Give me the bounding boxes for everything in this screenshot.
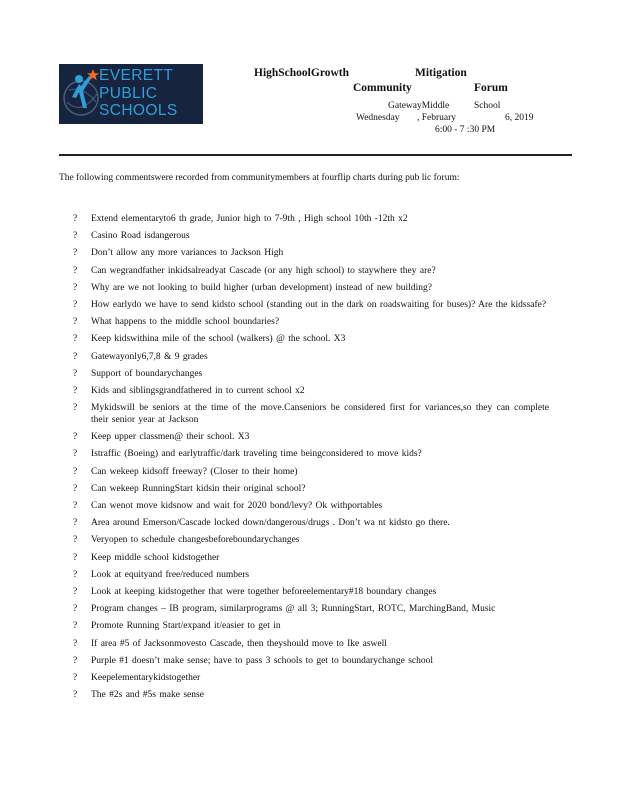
bullet-glyph: ? [73,483,78,494]
bullet-glyph: ? [73,449,78,460]
comment-item [59,569,549,581]
bullet-glyph: ? [73,569,78,580]
logo-line-1: EVERETT [99,67,174,84]
bullet-glyph: ? [73,518,78,529]
comment-item [59,552,549,564]
comment-item [59,672,549,684]
bullet-glyph: ? [73,586,78,597]
location-part-2: School [474,101,501,111]
comment-text: Support of boundarychanges [91,368,203,379]
comment-text: Gatewayonly6,7,8 & 9 grades [91,351,208,362]
title-part-2: Mitigation [415,67,467,79]
intro-paragraph: The following commentswere recorded from communitymembers at fourflip charts during pub lic forum: [59,173,460,183]
comment-text: Look at equityand free/reduced numbers [91,569,250,580]
comment-item [59,368,549,380]
comment-text: Don’t allow any more variances to Jackson High [91,248,284,259]
bullet-glyph: ? [73,535,78,546]
bullet-glyph: ? [73,621,78,632]
comment-item [59,316,549,328]
comment-item [59,620,549,632]
comment-item [59,247,549,259]
comment-item [59,299,549,311]
bullet-glyph: ? [73,317,78,328]
comment-item [59,689,549,701]
bullet-glyph: ? [73,214,78,224]
bullet-glyph: ? [73,248,78,259]
comment-item [59,213,549,225]
comment-text: Mykidswill be seniors at the time of the move.Canseniors be considered first for variances,so they can complete their senior year at Jackson [91,403,549,426]
bullet-glyph: ? [73,299,78,310]
comment-item [59,500,549,512]
comment-text: Look at keeping kidstogether that were together beforeelementary#18 boundary changes [91,586,437,597]
comment-item [59,351,549,363]
comment-text: Istraffic (Boeing) and earlytraffic/dark traveling time beingconsidered to move kids? [91,449,422,460]
comment-item [59,586,549,598]
comment-text: Can wekeep kidsoff freeway? (Closer to their home) [91,466,298,477]
comment-item [59,534,549,546]
comment-item [59,517,549,529]
comment-list [59,213,549,706]
everett-public-schools-logo [59,64,203,124]
comment-text: Kids and siblingsgrandfathered in to current school x2 [91,385,305,396]
comment-text: Purple #1 doesn’t make sense; have to pass 3 schools to get to boundarychange school [91,655,434,666]
bullet-glyph: ? [73,655,78,666]
comment-text: Extend elementaryto6 th grade, Junior high to 7-9th , High school 10th -12th x2 [91,214,408,224]
comment-text: Keep upper classmen@ their school. X3 [91,432,250,443]
bullet-glyph: ? [73,672,78,683]
comment-text: Can wenot move kidsnow and wait for 2020 bond/levy? Ok withportables [91,501,383,511]
bullet-glyph: ? [73,638,78,649]
comment-item [59,603,549,615]
bullet-glyph: ? [73,368,78,379]
comment-item [59,385,549,397]
comment-item [59,431,549,443]
bullet-glyph: ? [73,432,78,443]
comment-item [59,402,549,426]
comment-text: Casino Road isdangerous [91,231,190,242]
logo-wordmark [99,67,178,120]
date-day-year: 6, 2019 [505,113,534,123]
comment-item [59,448,549,460]
comment-text: Program changes – IB program, similarprograms @ all 3; RunningStart, ROTC, MarchingBand, Music [91,604,496,615]
bullet-glyph: ? [73,690,78,701]
comment-text: Can wekeep RunningStart kidsin their original school? [91,483,306,494]
date-weekday: Wednesday [356,113,400,123]
comment-text: Promote Running Start/expand it/easier to get in [91,621,281,632]
comment-text: What happens to the middle school boundaries? [91,317,280,328]
title-part-4: Forum [474,82,508,94]
meeting-time: 6:00 - 7 :30 PM [435,125,496,135]
location-part-1: GatewayMiddle [388,101,450,111]
bullet-glyph: ? [73,403,78,414]
comment-item [59,655,549,667]
bullet-glyph: ? [73,282,78,293]
comment-text: Veryopen to schedule changesbeforeboundarychanges [91,535,300,546]
bullet-glyph: ? [73,351,78,362]
date-month: , February [417,113,457,123]
bullet-glyph: ? [73,385,78,396]
bullet-glyph: ? [73,604,78,615]
comment-item [59,230,549,242]
comment-item [59,466,549,478]
bullet-glyph: ? [73,231,78,242]
bullet-glyph: ? [73,334,78,345]
bullet-glyph: ? [73,466,78,477]
comment-text: Keep kidswithina mile of the school (walkers) @ the school. X3 [91,334,346,345]
comment-item [59,638,549,650]
title-part-3: Community [353,82,412,94]
title-part-1: HighSchoolGrowth [254,67,349,79]
comment-text: How earlydo we have to send kidsto school (standing out in the dark on roadswaiting for buses)? Are the kidssafe? [91,299,547,310]
comment-text: Can wegrandfather inkidsalreadyat Cascade (or any high school) to staywhere they are? [91,265,436,276]
logo-line-3: SCHOOLS [99,102,178,119]
comment-text: If area #5 of Jacksonmovesto Cascade, then theyshould move to Ike aswell [91,638,387,649]
header-divider [59,154,572,156]
comment-item [59,265,549,277]
comment-text: The #2s and #5s make sense [91,690,204,701]
bullet-glyph: ? [73,501,78,511]
comment-text: Keepelementarykidstogether [91,672,201,683]
comment-text: Keep middle school kidstogether [91,552,220,563]
comment-item [59,333,549,345]
comment-text: Why are we not looking to build higher (urban development) instead of new building? [91,282,432,293]
comment-text: Area around Emerson/Cascade locked down/dangerous/drugs . Don’t wa nt kidsto go there. [91,518,450,529]
bullet-glyph: ? [73,552,78,563]
comment-item [59,282,549,294]
comment-item [59,483,549,495]
bullet-glyph: ? [73,265,78,276]
logo-line-2: PUBLIC [99,84,158,102]
